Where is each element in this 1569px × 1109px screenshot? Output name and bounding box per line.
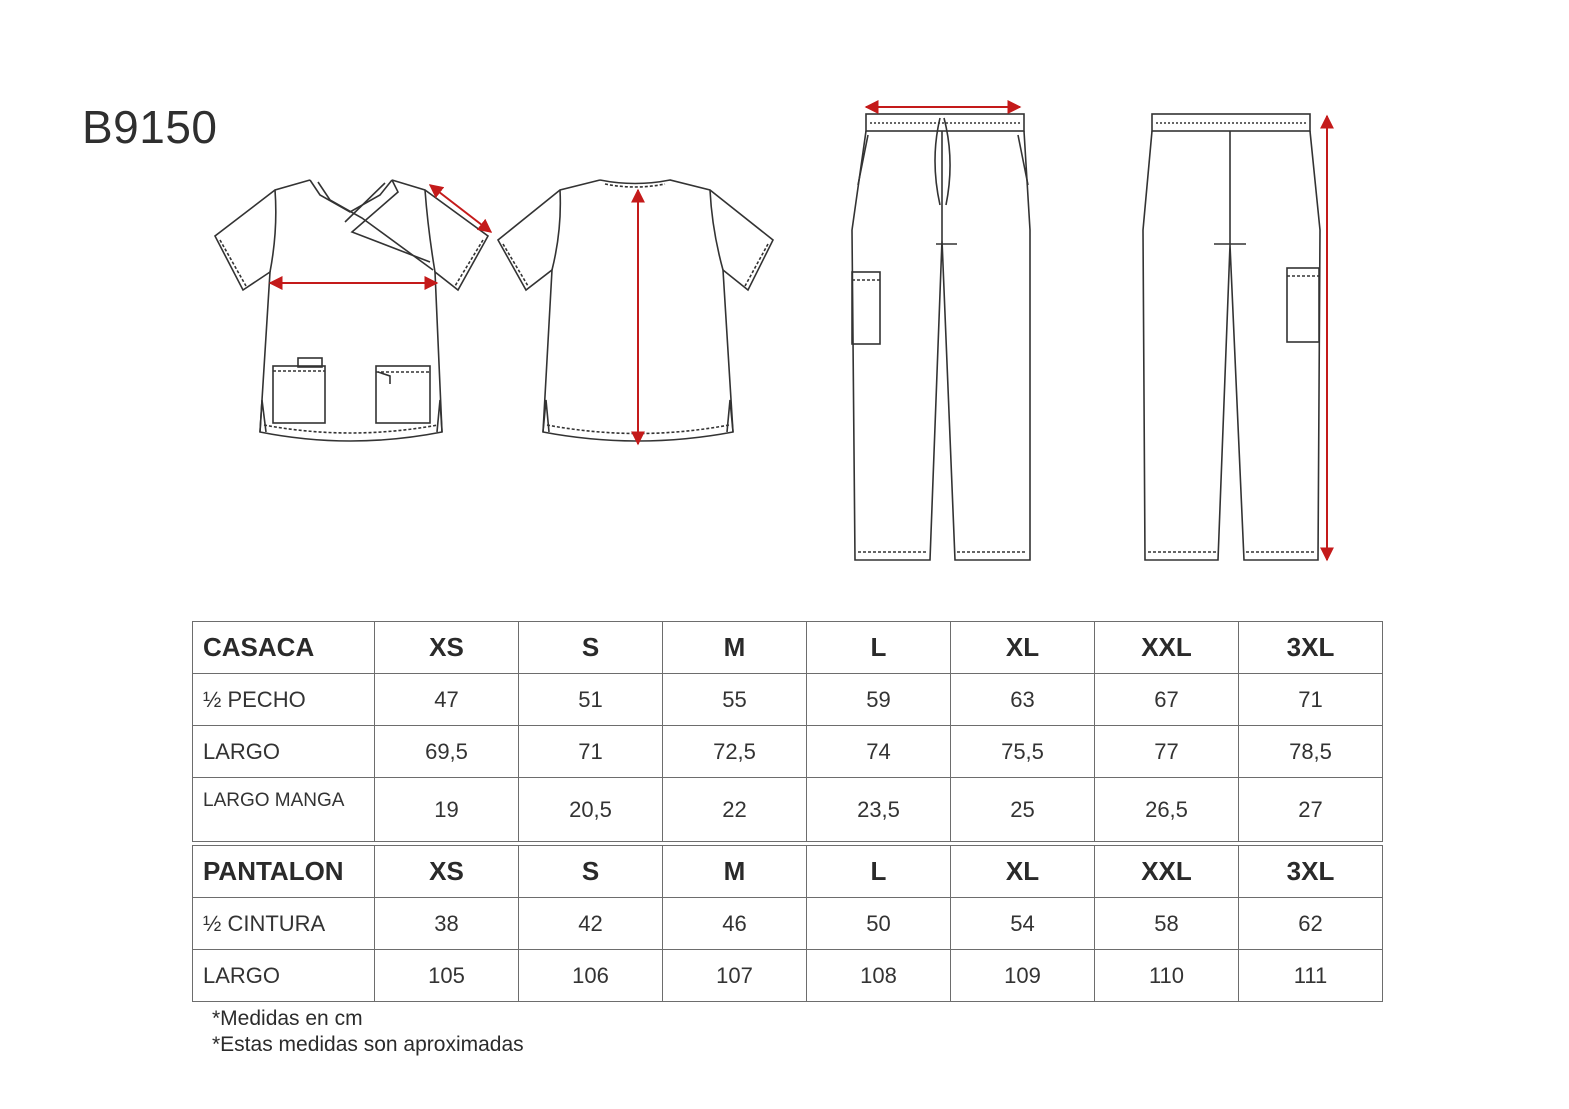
size-tables: [192, 621, 1383, 1002]
cell: 105: [375, 950, 519, 1002]
cell: 22: [663, 778, 807, 842]
cell: 72,5: [663, 726, 807, 778]
cell: 71: [1239, 674, 1383, 726]
cell: 111: [1239, 950, 1383, 1002]
size-header: 3XL: [1239, 622, 1383, 674]
size-header: XS: [375, 846, 519, 898]
cell: 59: [807, 674, 951, 726]
cell: 110: [1095, 950, 1239, 1002]
cell: 71: [519, 726, 663, 778]
cell: 26,5: [1095, 778, 1239, 842]
scrub-top-back: [498, 180, 773, 441]
product-code: B9150: [82, 101, 218, 153]
cell: 20,5: [519, 778, 663, 842]
table-row: [193, 898, 1383, 950]
casaca-header-row: [193, 622, 1383, 674]
cell: 47: [375, 674, 519, 726]
row-label: LARGO MANGA: [193, 778, 375, 842]
table-row: [193, 950, 1383, 1002]
cell: 25: [951, 778, 1095, 842]
size-header: S: [519, 622, 663, 674]
size-header: XXL: [1095, 622, 1239, 674]
cell: 107: [663, 950, 807, 1002]
scrub-top-front: [215, 180, 488, 441]
size-header: M: [663, 846, 807, 898]
cell: 42: [519, 898, 663, 950]
scrub-pants-back: [1143, 114, 1320, 560]
cell: 106: [519, 950, 663, 1002]
cell: 108: [807, 950, 951, 1002]
cell: 54: [951, 898, 1095, 950]
footnotes: [212, 1006, 524, 1058]
size-header: L: [807, 846, 951, 898]
cell: 55: [663, 674, 807, 726]
cell: 51: [519, 674, 663, 726]
size-header: 3XL: [1239, 846, 1383, 898]
cell: 78,5: [1239, 726, 1383, 778]
cell: 67: [1095, 674, 1239, 726]
table-row: [193, 778, 1383, 842]
table-row: [193, 726, 1383, 778]
cell: 27: [1239, 778, 1383, 842]
size-header: XS: [375, 622, 519, 674]
size-header: M: [663, 622, 807, 674]
size-header: L: [807, 622, 951, 674]
note-units: *Medidas en cm: [212, 1007, 363, 1030]
scrub-pants-front: [852, 114, 1030, 560]
cell: 69,5: [375, 726, 519, 778]
cell: 63: [951, 674, 1095, 726]
size-header: XL: [951, 846, 1095, 898]
cell: 23,5: [807, 778, 951, 842]
size-header: XXL: [1095, 846, 1239, 898]
measurement-arrows: [270, 107, 1327, 560]
pantalon-header-row: [193, 846, 1383, 898]
size-header: XL: [951, 622, 1095, 674]
cell: 50: [807, 898, 951, 950]
table-title: PANTALON: [193, 846, 375, 898]
cell: 38: [375, 898, 519, 950]
row-label: ½ PECHO: [193, 674, 375, 726]
table-row: [193, 674, 1383, 726]
cell: 19: [375, 778, 519, 842]
note-approximate: *Estas medidas son aproximadas: [212, 1033, 524, 1056]
cell: 74: [807, 726, 951, 778]
table-title: CASACA: [193, 622, 375, 674]
cell: 77: [1095, 726, 1239, 778]
cell: 75,5: [951, 726, 1095, 778]
row-label: LARGO: [193, 726, 375, 778]
cell: 109: [951, 950, 1095, 1002]
cell: 46: [663, 898, 807, 950]
cell: 58: [1095, 898, 1239, 950]
casaca-size-table: [192, 621, 1383, 842]
size-header: S: [519, 846, 663, 898]
row-label: ½ CINTURA: [193, 898, 375, 950]
row-label: LARGO: [193, 950, 375, 1002]
cell: 62: [1239, 898, 1383, 950]
pantalon-size-table: [192, 845, 1383, 1002]
